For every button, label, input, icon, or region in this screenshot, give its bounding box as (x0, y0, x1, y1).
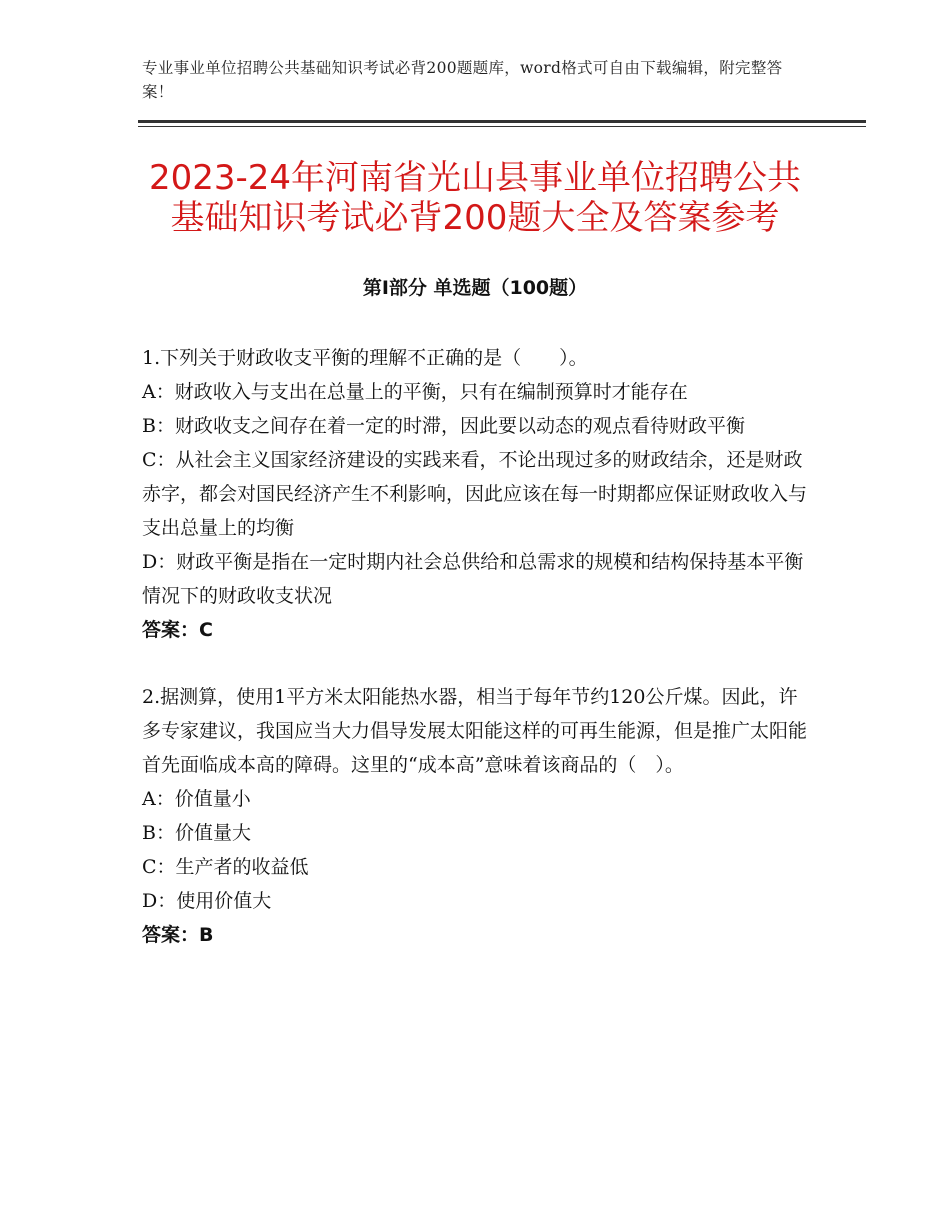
option-a: A：财政收入与支出在总量上的平衡，只有在编制预算时才能存在 (142, 381, 688, 403)
question-spacer (142, 647, 812, 680)
document-title-line-2: 基础知识考试必背200题大全及答案参考 (170, 198, 780, 238)
option-a: A：价值量小 (142, 788, 251, 810)
section-heading: 第Ⅰ部分 单选题（100题） (362, 277, 588, 299)
option-b: B：价值量大 (142, 822, 251, 844)
question-stem: 1.下列关于财政收支平衡的理解不正确的是（ ）。 (142, 347, 588, 369)
option-d: D：使用价值大 (142, 890, 272, 912)
option-b: B：财政收支之间存在着一定的时滞，因此要以动态的观点看待财政平衡 (142, 415, 745, 437)
answer: 答案：B (142, 924, 214, 946)
option-c: C：生产者的收益低 (142, 856, 309, 878)
question-list (142, 341, 812, 952)
answer: 答案：C (142, 619, 213, 641)
header-rule-thick (138, 120, 866, 123)
option-c: C：从社会主义国家经济建设的实践来看，不论出现过多的财政结余，还是财政赤字，都会对国民经济产生不利影响，因此应该在每一时期都应保证财政收入与支出总量上的均衡 (142, 449, 808, 539)
question-1 (142, 341, 812, 647)
question-2 (142, 680, 812, 952)
question-stem: 2.据测算，使用1平方米太阳能热水器，相当于每年节约120公斤煤。因此，许多专家建议，我国应当大力倡导发展太阳能这样的可再生能源，但是推广太阳能首先面临成本高的障碍。这里的“成本高”意味着该商品的（ ）。 (142, 686, 808, 776)
document-title (100, 158, 850, 238)
document-title-line-1: 2023-24年河南省光山县事业单位招聘公共 (148, 158, 802, 198)
header-rule-thin (138, 126, 866, 127)
option-d: D：财政平衡是指在一定时期内社会总供给和总需求的规模和结构保持基本平衡情况下的财政收支状况 (142, 551, 804, 607)
header-note: 专业事业单位招聘公共基础知识考试必背200题题库，word格式可自由下载编辑，附完整答案！ (142, 59, 783, 101)
